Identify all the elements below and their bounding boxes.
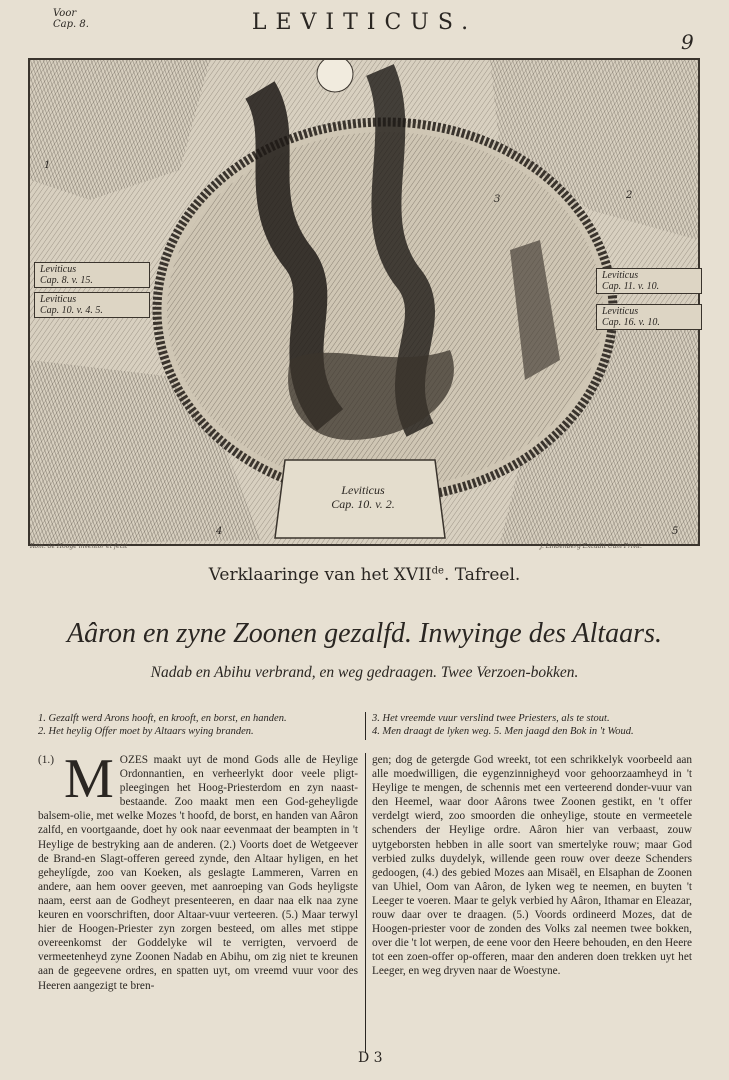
chapter-title: Aâron en zyne Zoonen gezalfd. Inwyinge des Altaars. [67, 618, 662, 649]
text-column-right [372, 753, 692, 979]
label-leviticus-cap11: Leviticus Cap. 11. v. 10. [596, 268, 702, 294]
heavenly-light [317, 60, 353, 92]
column-divider [365, 753, 366, 1053]
page-title: LEVITICUS. [251, 10, 478, 35]
legend-item-2: 2. Het heylig Offer moet by Altaars wying branden. [38, 726, 254, 737]
credit-inventor: Rom. de Hooge inventor et fecit [30, 543, 128, 550]
label-leviticus-cap16: Leviticus Cap. 16. v. 10. [596, 304, 702, 330]
legend-right [372, 712, 694, 738]
body-text-right: gen; dog de getergde God wreekt, tot een schrikkelyk voorbeeld aan alle moedwilligen, die eygenzinnigheyd voor gehoorzaamheyd in 't Heylige te mengen, de schennis met een verteerend donder-vuur van den Heemel, waar door Aârons twee Zoonen gestikt, en 't offer verdelgt wierd, zoo smoorden die onheylige, stoute en vermeetele schenders der Heylige ordre. Aâron hier van verbaast, zouw uytgeborsten hebben in alle soort van smertelyke rouw; maar God verbied zulks duydelyk, willende geen rouw over deeze Schenders gedoogen, (4.) des gebied Mozes aan Misaël, en Elsaphan de Zoonen van Uhiel, Oom van Aâron, de lyken weg te neemen, en buyten 't Leeger te voeren. Maar te gelyk verbied hy Aâron, Ithamar en Eleazar, rouw daar over te draagen. (5.) Voords ordineerd Mozes, dat de Hoogen-priester voor de zonden des Volks zal neemen twee bokken, over die 't lot werpen, de eene voor den Heere behouden, en den Heere tot een zoen-offer op-offeren, maar den anderen doen trekken uyt het Leeger, en weg dryven naar de Woestyne. [372, 754, 692, 978]
header-cap: Cap. 8. [53, 19, 89, 30]
credit-publisher: J. Lindenberg Excudit Cum Privil. [540, 543, 642, 550]
scene-number-2: 2 [626, 190, 633, 201]
body-text-left: OZES maakt uyt de mond Gods alle de Heylige Ordonnantien, en verheerlykt door veele pligt-pleegingen het Hoog-Priesterdom en zyn naast-bestaande. Zoo maakt men een God-geheyligde balsem-olie, met welke Mozes 't hoofd, de borst, en handen van Aâron zalfd, en voortgaande, doet hy ook naar eevenmaat der beampten in 't Heylige de bestryking aan de anderen. (2.) Voorts doet de Wetgeever de Brand-en Slagt-offeren gereed zynde, den Altaar hyligen, en het geheylígde, zoo van Koeken, als geslagte Lammeren, Varren en andere, aan hem oover geeven, met aanroeping van Gods heyligste naam, eerst aan de Godheyt presenteeren, en daar naa elk naa zyne keuren en voorschriften, door Altaar-vuur verteeren. (5.) Maar terwyl hier de Hoogen-Priester zyn zorgen besteed, om alles met stippe overeenkomst der Goddelyke wil te verrigten, vervoerd de vermeetenheyd zyne Zoonen Nadab en Abihu, om zig niet te kreunen aan de gegeevene ordres, en spatten uyt, om vreemd vuur voor des Heeren aangezigt te bren- [38, 754, 358, 992]
page-number: 9 [681, 30, 694, 54]
text-column-left [38, 748, 358, 993]
header-voor: Voor [53, 8, 77, 19]
scene-number-5: 5 [672, 526, 679, 537]
paragraph-marker: (1.) [38, 754, 54, 766]
label-leviticus-cap8: Leviticus Cap. 8. v. 15. [34, 262, 150, 288]
label-leviticus-cap10-v2: Leviticus Cap. 10. v. 2. [331, 483, 395, 511]
legend-left [38, 712, 360, 738]
legend-divider [365, 712, 366, 740]
chapter-subheading: Nadab en Abihu verbrand, en weg gedraagen. Twee Verzoen-bokken. [150, 664, 579, 681]
legend-item-3: 3. Het vreemde vuur verslind twee Priesters, als te stout. [372, 713, 610, 724]
legend-item-4-5: 4. Men draagt de lyken weg. 5. Men jaagd den Bok in 't Woud. [372, 726, 634, 737]
drop-cap: M [64, 748, 114, 810]
plate-subtitle: Verklaaringe van het XVIIde. Tafreel. [208, 565, 521, 585]
label-leviticus-cap10-v4: Leviticus Cap. 10. v. 4. 5. [34, 292, 150, 318]
signature-mark: D 3 [358, 1050, 383, 1066]
scene-number-1: 1 [44, 160, 51, 171]
scene-number-3: 3 [494, 194, 501, 205]
scene-number-4: 4 [216, 526, 223, 537]
engraving-plate [28, 58, 700, 546]
legend-item-1-2: 1. Gezalft werd Arons hooft, en krooft, en borst, en handen. [38, 713, 287, 724]
